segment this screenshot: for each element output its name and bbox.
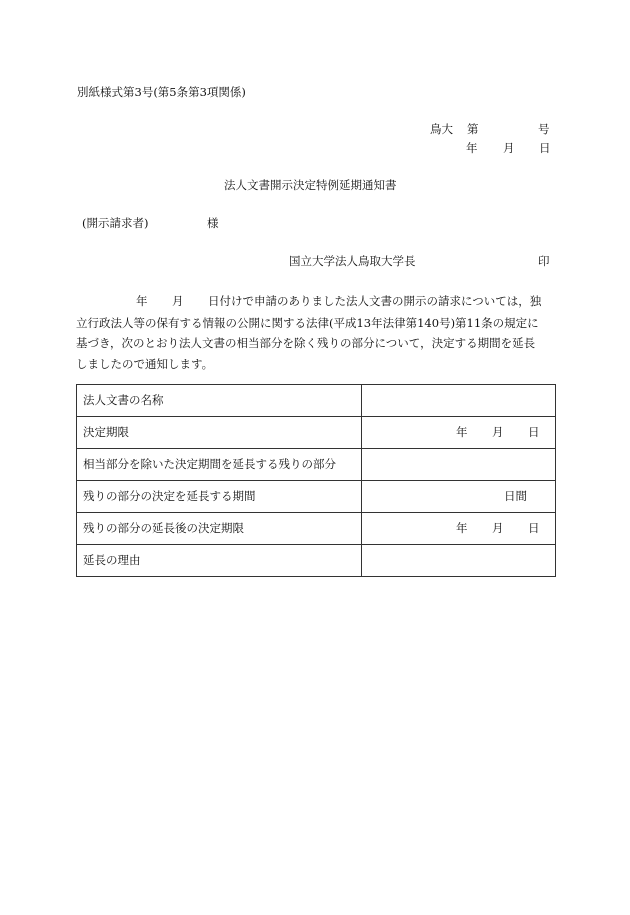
body-line-4: しましたので通知します。 — [76, 356, 214, 371]
deadline-year: 年 — [456, 424, 468, 439]
doc-number-dai: 第 — [467, 122, 479, 136]
row-value — [362, 385, 556, 417]
body-year: 年 — [136, 294, 148, 308]
table-row — [77, 449, 556, 481]
body-paragraph — [76, 292, 556, 374]
extended-deadline-date — [362, 520, 555, 535]
date-year-label: 年 — [466, 141, 478, 155]
row-label: 残りの部分の決定を延長する期間 — [77, 481, 362, 513]
recipient-honorific: 様 — [207, 216, 219, 230]
extension-unit: 日間 — [504, 488, 527, 503]
table-row — [77, 513, 556, 545]
extension-period — [362, 488, 555, 503]
notice-table — [76, 384, 556, 577]
row-label: 決定期限 — [77, 417, 362, 449]
row-value — [362, 513, 556, 545]
extended-year: 年 — [456, 520, 468, 535]
doc-number-prefix: 鳥大 — [430, 122, 453, 136]
deadline-date — [362, 424, 555, 439]
body-line-1-text: 日付けで申請のありました法人文書の開示の請求については，独 — [208, 294, 542, 308]
doc-number-go: 号 — [538, 122, 550, 136]
row-value — [362, 417, 556, 449]
body-month: 月 — [172, 294, 184, 308]
extended-month: 月 — [492, 520, 504, 535]
deadline-day: 日 — [528, 424, 540, 439]
deadline-month: 月 — [492, 424, 504, 439]
table-row — [77, 417, 556, 449]
row-label: 残りの部分の延長後の決定期限 — [77, 513, 362, 545]
row-label: 法人文書の名称 — [77, 385, 362, 417]
sender-name: 国立大学法人鳥取大学長 — [289, 254, 416, 268]
row-value — [362, 449, 556, 481]
body-line-2: 立行政法人等の保有する情報の公開に関する法律(平成13年法律第140号)第11条の規定に — [76, 315, 539, 330]
recipient-label: (開示請求者) — [82, 216, 149, 230]
form-reference: 別紙様式第3号(第5条第3項関係) — [77, 85, 246, 99]
body-line-3: 基づき，次のとおり法人文書の相当部分を除く残りの部分について，決定する期間を延長 — [76, 336, 536, 350]
extended-day: 日 — [528, 520, 540, 535]
table-row — [77, 481, 556, 513]
date-month-label: 月 — [503, 141, 515, 155]
table-row — [77, 385, 556, 417]
row-value — [362, 545, 556, 577]
row-label: 相当部分を除いた決定期間を延長する残りの部分 — [77, 449, 362, 481]
document-title: 法人文書開示決定特例延期通知書 — [224, 178, 397, 192]
row-value — [362, 481, 556, 513]
seal-mark: 印 — [538, 254, 550, 268]
body-line-1 — [76, 292, 556, 313]
table-row — [77, 545, 556, 577]
row-label: 延長の理由 — [77, 545, 362, 577]
date-day-label: 日 — [539, 141, 551, 155]
